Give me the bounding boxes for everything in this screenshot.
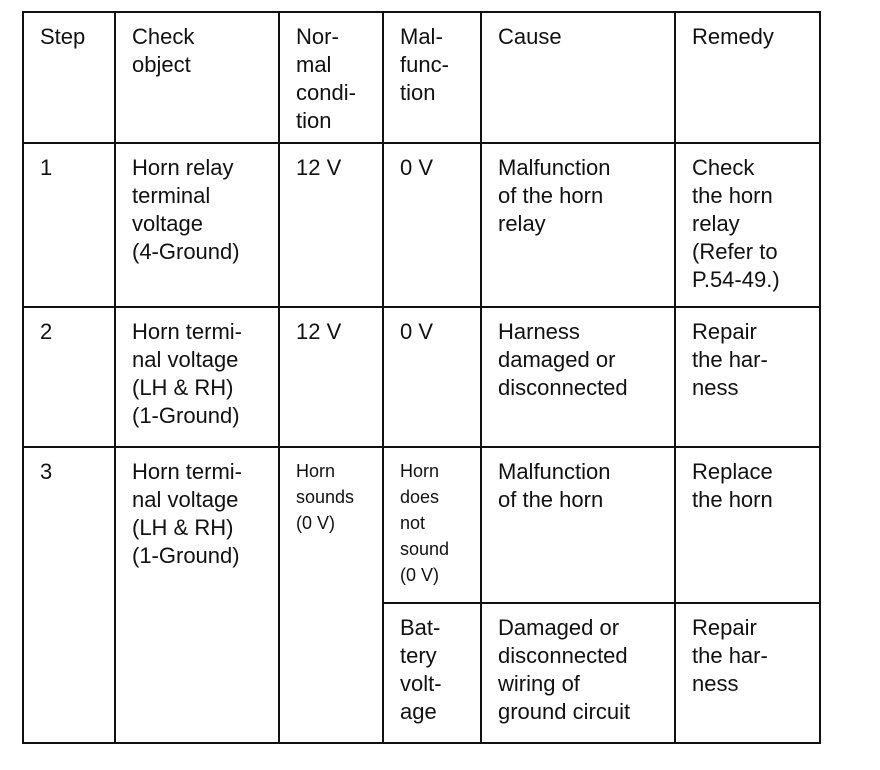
header-normal-condition: Nor- mal condi- tion (279, 12, 383, 143)
table-row (23, 447, 820, 603)
normal-condition-cell: 12 V (279, 143, 383, 307)
cause-cell: Damaged or disconnected wiring of ground circuit (481, 603, 675, 743)
malfunction-cell: 0 V (383, 307, 481, 447)
troubleshooting-table (22, 11, 821, 744)
table-row (23, 307, 820, 447)
check-object-cell: Horn relay terminal voltage (4-Ground) (115, 143, 279, 307)
remedy-cell: Replace the horn (675, 447, 820, 603)
header-step: Step (23, 12, 115, 143)
step-cell: 3 (23, 447, 115, 743)
step-cell: 1 (23, 143, 115, 307)
normal-condition-cell: 12 V (279, 307, 383, 447)
header-malfunction: Mal- func- tion (383, 12, 481, 143)
cause-cell: Malfunction of the horn (481, 447, 675, 603)
check-object-cell: Horn termi- nal voltage (LH & RH) (1-Ground) (115, 447, 279, 743)
table-row (23, 143, 820, 307)
malfunction-cell: Bat- tery volt- age (383, 603, 481, 743)
malfunction-cell: Horn does not sound (0 V) (383, 447, 481, 603)
remedy-cell: Repair the har- ness (675, 603, 820, 743)
header-cause: Cause (481, 12, 675, 143)
cause-cell: Malfunction of the horn relay (481, 143, 675, 307)
malfunction-cell: 0 V (383, 143, 481, 307)
table-header-row (23, 12, 820, 143)
header-remedy: Remedy (675, 12, 820, 143)
remedy-cell: Check the horn relay (Refer to P.54-49.) (675, 143, 820, 307)
cause-cell: Harness damaged or disconnected (481, 307, 675, 447)
step-cell: 2 (23, 307, 115, 447)
normal-condition-cell: Horn sounds (0 V) (279, 447, 383, 743)
remedy-cell: Repair the har- ness (675, 307, 820, 447)
check-object-cell: Horn termi- nal voltage (LH & RH) (1-Ground) (115, 307, 279, 447)
header-check-object: Check object (115, 12, 279, 143)
